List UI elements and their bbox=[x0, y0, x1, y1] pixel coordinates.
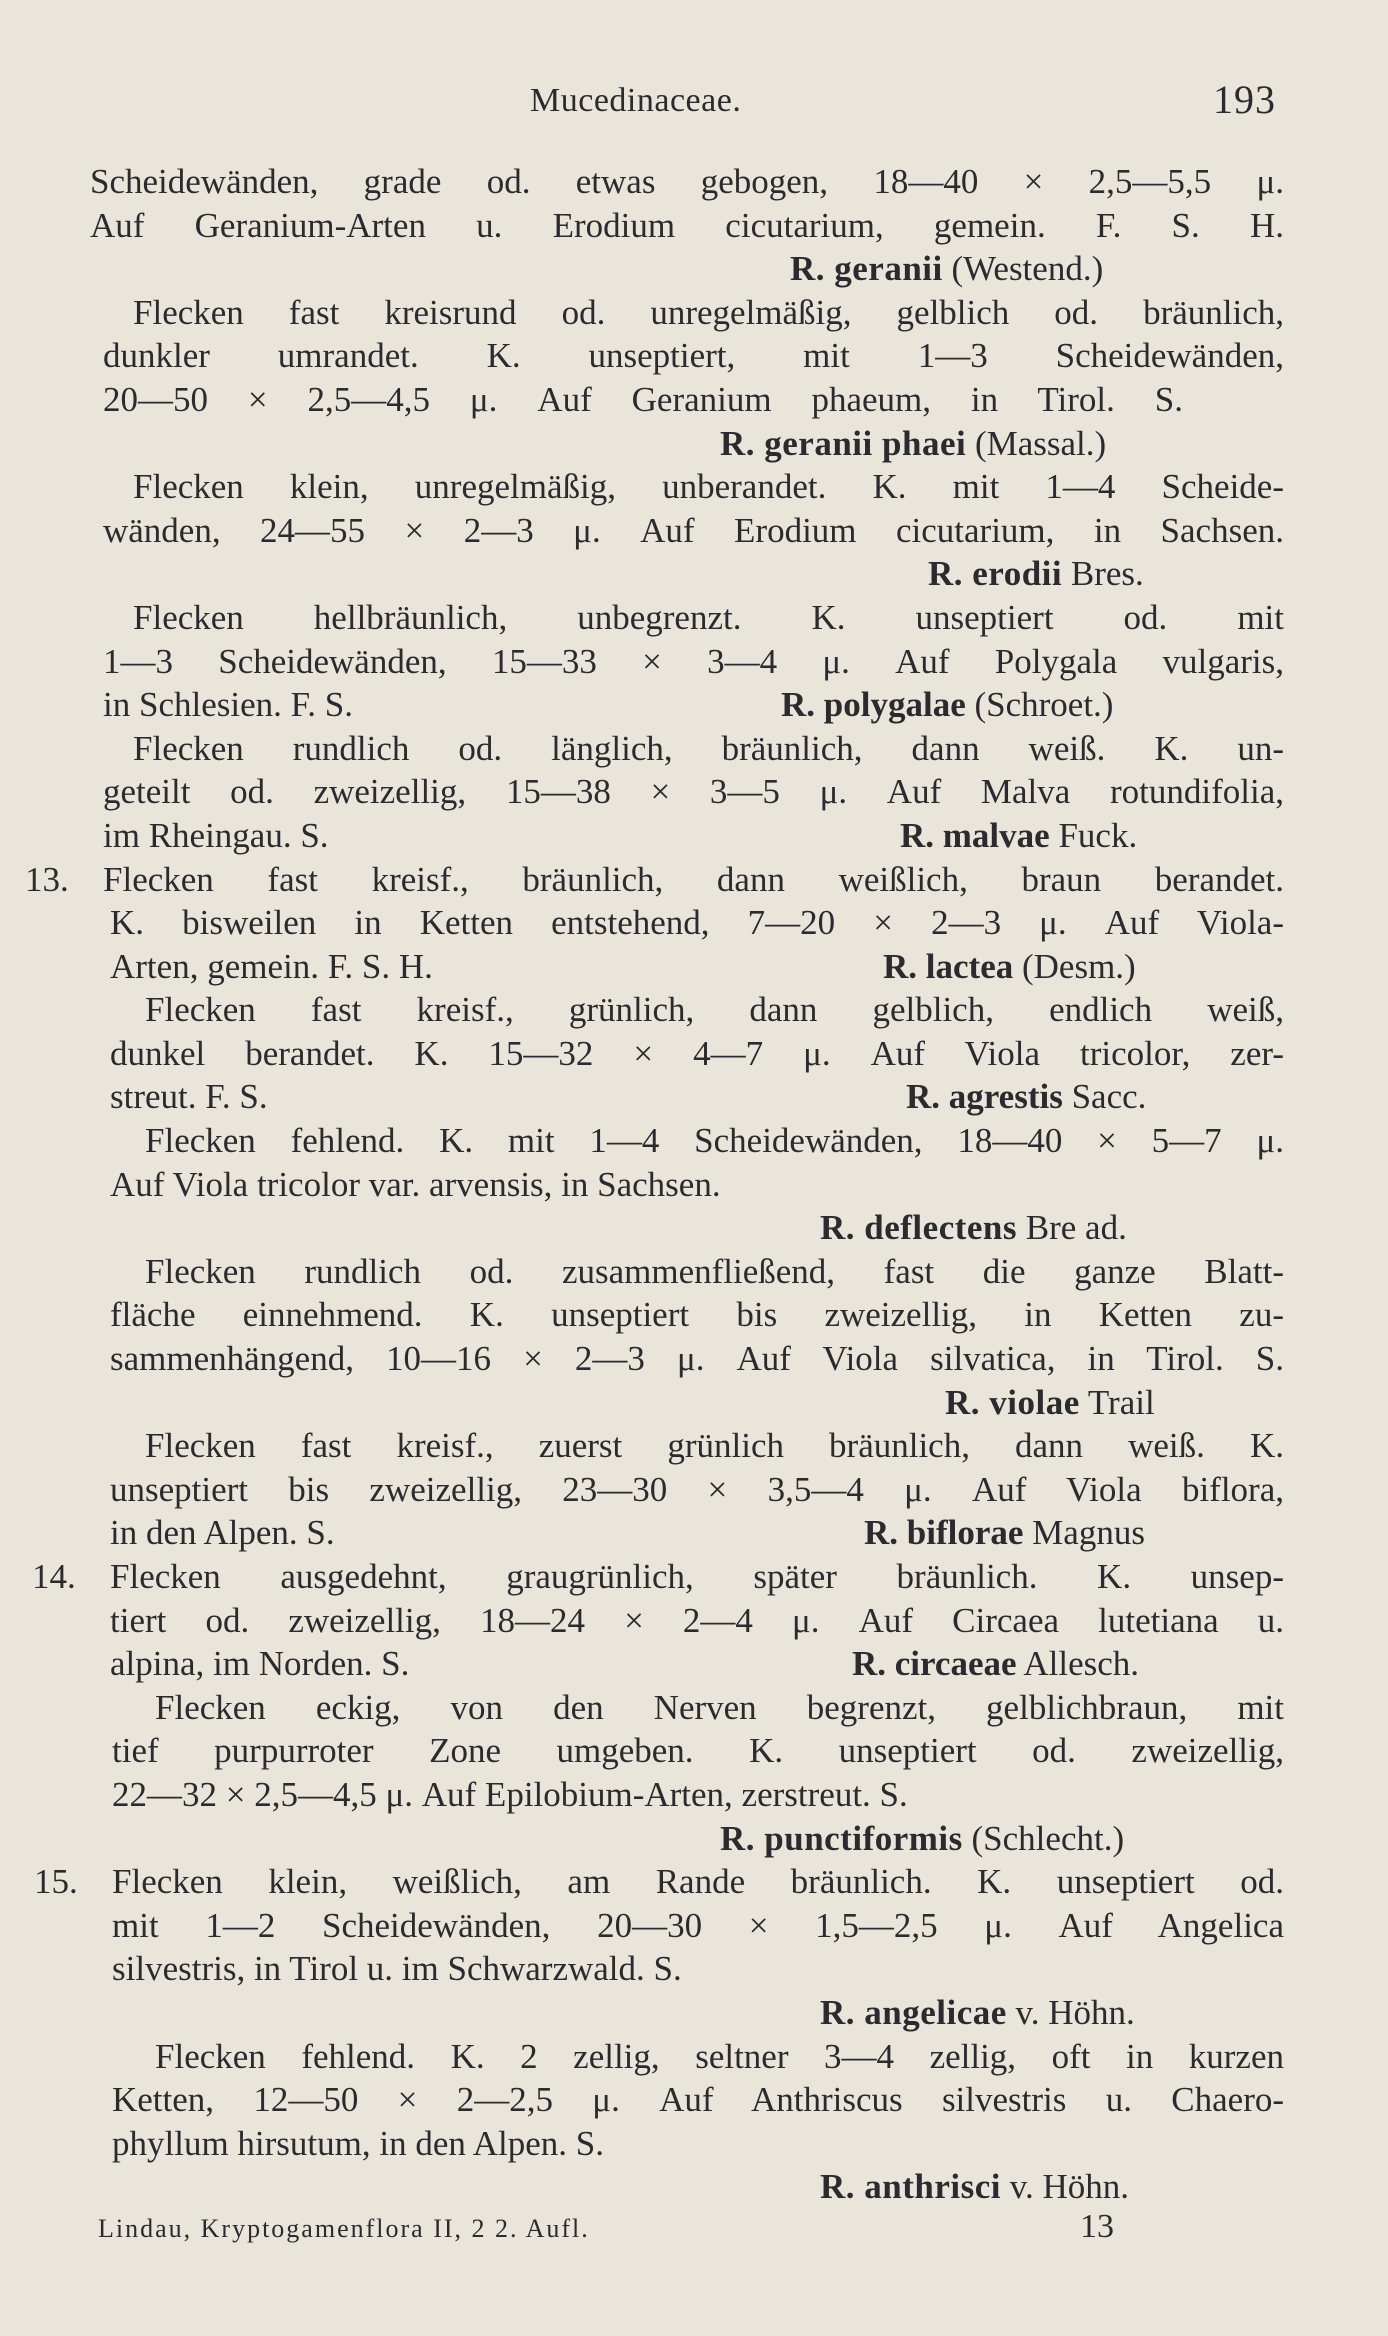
key-number: 13. bbox=[25, 859, 69, 899]
key-number: 14. bbox=[32, 1557, 76, 1596]
running-title: Mucedinaceae. bbox=[530, 82, 742, 119]
text-line: 1—3 Scheidewänden, 15—33 × 3—4 μ. Auf Polygala vulgaris, bbox=[103, 641, 1284, 681]
species-name: R. geranii (Westend.) bbox=[790, 249, 1104, 289]
footer-citation: Lindau, Kryptogamenflora II, 2 2. Aufl. bbox=[98, 2214, 590, 2243]
text-line: Ketten, 12—50 × 2—2,5 μ. Auf Anthriscus silvestris u. Chaero- bbox=[112, 2080, 1284, 2120]
text-line: in Schlesien. F. S. R. polygalae (Schroet.) bbox=[103, 683, 1388, 727]
text-line: Flecken eckig, von den Nerven begrenzt, gelblichbraun, mit bbox=[155, 1687, 1284, 1727]
text-line: streut. F. S. R. agrestis Sacc. bbox=[110, 1075, 1388, 1119]
text-line: tiert od. zweizellig, 18—24 × 2—4 μ. Auf Circaea lutetiana u. bbox=[110, 1600, 1284, 1640]
species-name: R. circaeae Allesch. bbox=[852, 1644, 1140, 1684]
text-line: in den Alpen. S. R. biflorae Magnus bbox=[110, 1511, 1388, 1555]
text-line: Flecken fehlend. K. mit 1—4 Scheidewänden, 18—40 × 5—7 μ. bbox=[145, 1121, 1284, 1161]
page-footer bbox=[0, 2208, 1388, 2248]
page-number: 193 bbox=[1213, 77, 1276, 122]
text-line: silvestris, in Tirol u. im Schwarzwald. S. bbox=[112, 1949, 682, 1989]
text-line: unseptiert bis zweizellig, 23—30 × 3,5—4 μ. Auf Viola biflora, bbox=[110, 1469, 1284, 1509]
text-line: 13. Flecken fast kreisf., bräunlich, dann weißlich, braun berandet. bbox=[103, 858, 1284, 902]
species-name: R. lactea (Desm.) bbox=[883, 946, 1136, 986]
text-line: sammenhängend, 10—16 × 2—3 μ. Auf Viola silvatica, in Tirol. S. bbox=[110, 1339, 1284, 1379]
text-line: 14. Flecken ausgedehnt, graugrünlich, später bräunlich. K. unsep- bbox=[110, 1555, 1284, 1599]
text-line: dunkler umrandet. K. unseptiert, mit 1—3 Scheidewänden, bbox=[103, 336, 1284, 376]
text-line: mit 1—2 Scheidewänden, 20—30 × 1,5—2,5 μ. Auf Angelica bbox=[112, 1905, 1284, 1945]
text-line: Flecken fast kreisrund od. unregelmäßig, gelblich od. bräunlich, bbox=[133, 292, 1284, 332]
text-line: phyllum hirsutum, in den Alpen. S. bbox=[112, 2123, 604, 2163]
species-name: R. biflorae Magnus bbox=[864, 1513, 1145, 1553]
signature-mark: 13 bbox=[1080, 2208, 1114, 2245]
species-name: R. agrestis Sacc. bbox=[906, 1077, 1147, 1117]
text-line: Auf Viola tricolor var. arvensis, in Sachsen. bbox=[110, 1164, 721, 1204]
species-name: R. punctiformis (Schlecht.) bbox=[720, 1818, 1125, 1858]
species-name: R. angelicae v. Höhn. bbox=[820, 1992, 1135, 2032]
text-line: Flecken rundlich od. zusammenfließend, fast die ganze Blatt- bbox=[145, 1251, 1284, 1291]
text-line: 22—32 × 2,5—4,5 μ. Auf Epilobium-Arten, zerstreut. S. bbox=[112, 1774, 908, 1814]
text-line: geteilt od. zweizellig, 15—38 × 3—5 μ. Auf Malva rotundifolia, bbox=[103, 772, 1284, 812]
species-name: R. erodii Bres. bbox=[928, 554, 1144, 594]
species-name: R. deflectens Bre ad. bbox=[820, 1208, 1127, 1248]
page-header bbox=[0, 76, 1388, 126]
text-line: Scheidewänden, grade od. etwas gebogen, 18—40 × 2,5—5,5 μ. bbox=[90, 162, 1284, 201]
text-line: Flecken fast kreisf., zuerst grünlich bräunlich, dann weiß. K. bbox=[145, 1426, 1284, 1466]
text-line: Arten, gemein. F. S. H. R. lactea (Desm.) bbox=[110, 945, 1388, 989]
text-line: alpina, im Norden. S. R. circaeae Allesch. bbox=[110, 1642, 1388, 1686]
text-line: K. bisweilen in Ketten entstehend, 7—20 × 2—3 μ. Auf Viola- bbox=[110, 903, 1284, 943]
species-name: R. geranii phaei (Massal.) bbox=[720, 423, 1107, 463]
text-line: Flecken klein, unregelmäßig, unberandet. K. mit 1—4 Scheide- bbox=[133, 467, 1284, 507]
text-line: 15. Flecken klein, weißlich, am Rande bräunlich. K. unseptiert od. bbox=[112, 1860, 1284, 1904]
text-line: fläche einnehmend. K. unseptiert bis zweizellig, in Ketten zu- bbox=[110, 1295, 1284, 1335]
text-line: 20—50 × 2,5—4,5 μ. Auf Geranium phaeum, in Tirol. S. bbox=[103, 379, 1183, 419]
species-name: R. anthrisci v. Höhn. bbox=[820, 2167, 1130, 2207]
text-line: im Rheingau. S. R. malvae Fuck. bbox=[103, 814, 1388, 858]
page-body bbox=[0, 160, 1388, 2209]
text-line: Auf Geranium-Arten u. Erodium cicutarium, gemein. F. S. H. bbox=[90, 205, 1284, 245]
text-line: wänden, 24—55 × 2—3 μ. Auf Erodium cicutarium, in Sachsen. bbox=[103, 510, 1284, 550]
key-number: 15. bbox=[34, 1862, 78, 1902]
text-line: Flecken fehlend. K. 2 zellig, seltner 3—4 zellig, oft in kurzen bbox=[155, 2036, 1284, 2076]
species-name: R. violae Trail bbox=[945, 1382, 1155, 1422]
text-line: dunkel berandet. K. 15—32 × 4—7 μ. Auf Viola tricolor, zer- bbox=[110, 1033, 1284, 1073]
text-line: tief purpurroter Zone umgeben. K. unseptiert od. zweizellig, bbox=[112, 1731, 1284, 1771]
text-line: Flecken fast kreisf., grünlich, dann gelblich, endlich weiß, bbox=[145, 990, 1284, 1030]
species-name: R. polygalae (Schroet.) bbox=[781, 685, 1114, 725]
species-name: R. malvae Fuck. bbox=[900, 815, 1138, 855]
text-line: Flecken hellbräunlich, unbegrenzt. K. unseptiert od. mit bbox=[133, 597, 1284, 637]
text-line: Flecken rundlich od. länglich, bräunlich, dann weiß. K. un- bbox=[133, 728, 1284, 768]
